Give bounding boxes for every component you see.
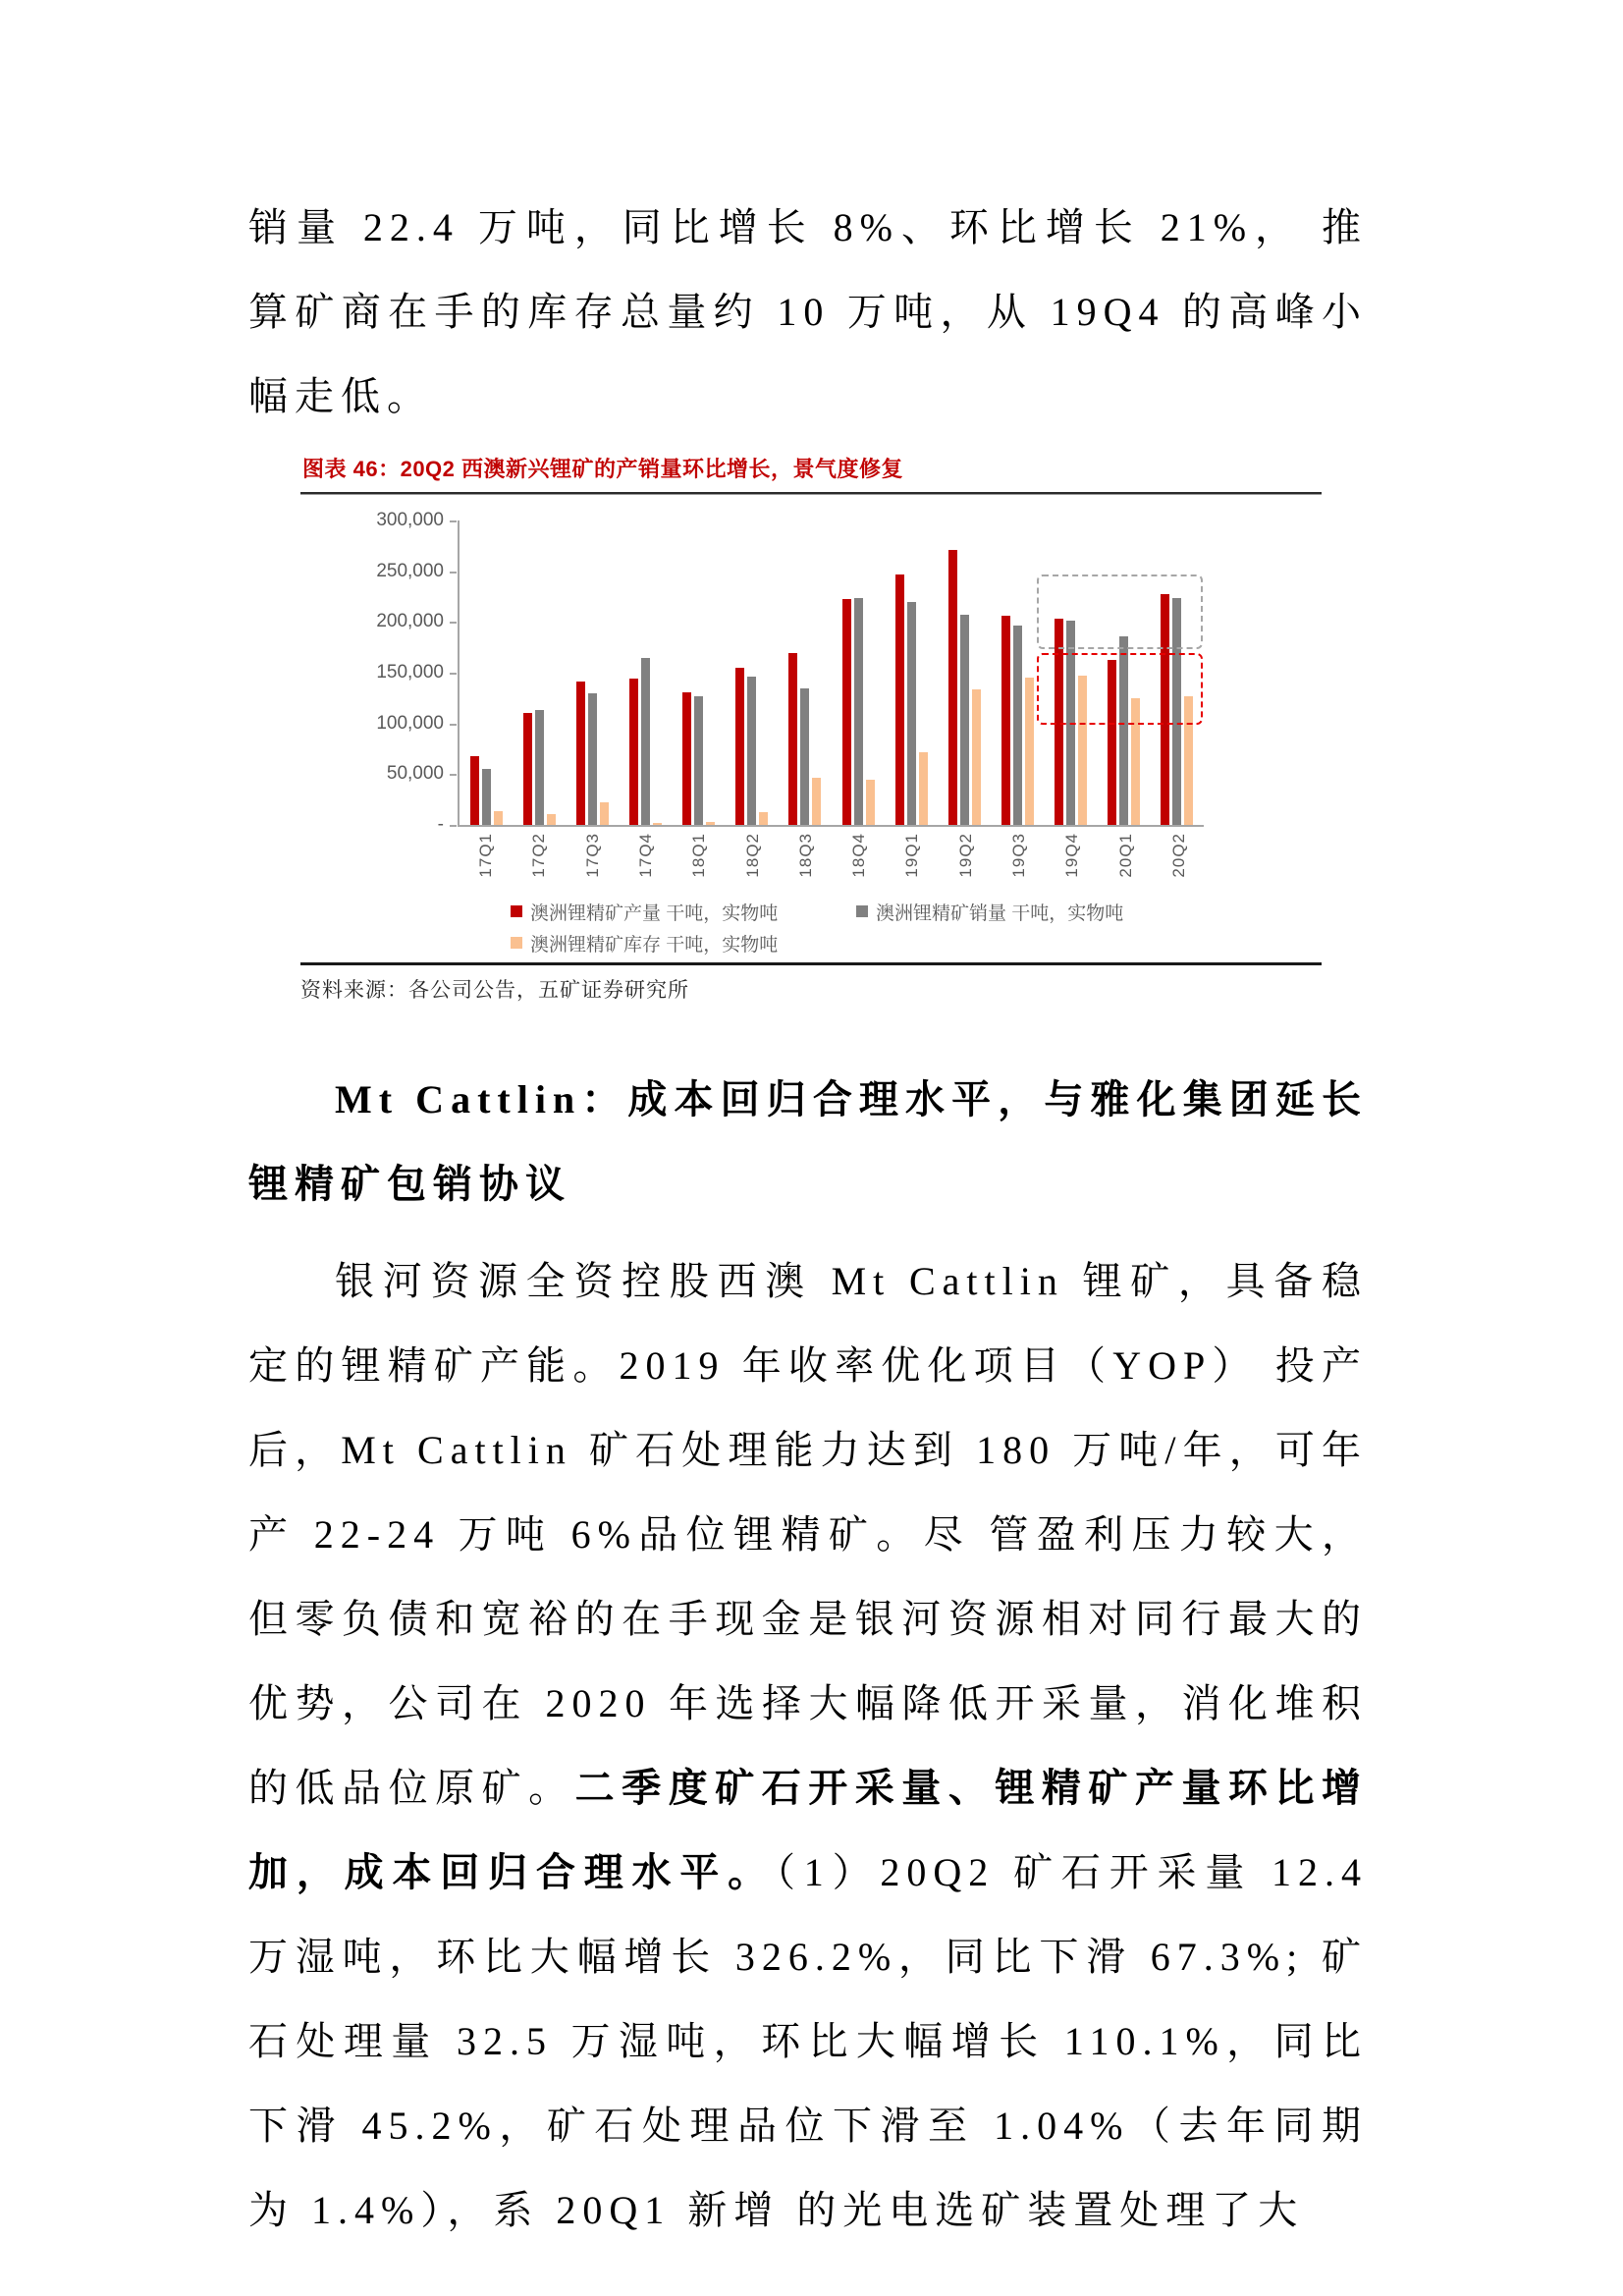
y-axis-tick-label: 100,000 bbox=[376, 712, 444, 734]
bar bbox=[972, 689, 981, 825]
legend-item bbox=[511, 898, 856, 925]
x-axis-label-text: 19Q2 bbox=[955, 833, 975, 878]
paragraph-body bbox=[248, 1239, 1368, 2253]
x-axis-label-text: 20Q2 bbox=[1168, 833, 1188, 878]
paragraph-intro-text: 销量 22.4 万吨，同比增长 8%、环比增长 21%， 推算矿商在手的库存总量约 10 万吨，从 19Q4 的高峰小幅走低。 bbox=[248, 205, 1368, 418]
x-axis-label-text: 17Q1 bbox=[476, 833, 496, 878]
section-heading: Mt Cattlin：成本回归合理水平，与雅化集团延长锂精矿包销协议 bbox=[248, 1077, 1368, 1206]
chart-figure bbox=[300, 445, 1322, 1004]
highlight-box bbox=[1037, 653, 1203, 724]
text-column bbox=[248, 186, 1368, 2253]
legend-label: 澳洲锂精矿销量 干吨，实物吨 bbox=[876, 902, 1124, 924]
bar bbox=[812, 778, 821, 825]
x-axis-label-17Q4 bbox=[620, 833, 673, 892]
paragraph-intro bbox=[248, 186, 1368, 439]
y-axis-tick-label: - bbox=[437, 814, 444, 835]
bar bbox=[735, 668, 744, 825]
bar bbox=[641, 658, 650, 826]
bar bbox=[948, 550, 957, 825]
paragraph-body-normal-1: 银河资源全资控股西澳 Mt Cattlin 锂矿，具备稳定的锂精矿产能。2019 年收率优化项目（YOP） 投产后，Mt Cattlin 矿石处理能力达到 180 万吨/年，可年产 22-24 万吨 6%品位锂精矿。尽 管盈利压力较大，但零负债和宽裕的在手现金是银河资源相对同行最大的优势，公司在 2020 年选择大幅降低开采量，消化堆积的低品位原矿。 bbox=[248, 1259, 1368, 1810]
bar bbox=[788, 653, 797, 825]
x-axis-label-19Q1 bbox=[886, 833, 939, 892]
legend-item bbox=[511, 929, 856, 957]
x-axis-label-text: 17Q2 bbox=[529, 833, 549, 878]
bar-group-17Q2 bbox=[513, 520, 566, 825]
bar bbox=[960, 615, 969, 825]
bar bbox=[535, 710, 544, 825]
x-axis-label-text: 17Q3 bbox=[582, 833, 602, 878]
x-axis-label-text: 19Q4 bbox=[1062, 833, 1082, 878]
y-axis-tick-label: 150,000 bbox=[376, 662, 444, 683]
legend-item bbox=[856, 898, 1202, 925]
bar bbox=[470, 756, 479, 825]
x-axis-label-19Q3 bbox=[993, 833, 1046, 892]
x-axis-label-17Q2 bbox=[513, 833, 566, 892]
x-axis-label-18Q1 bbox=[673, 833, 726, 892]
x-axis-label-20Q1 bbox=[1099, 833, 1152, 892]
x-axis-label-text: 18Q3 bbox=[795, 833, 815, 878]
bar bbox=[547, 814, 556, 825]
bar bbox=[494, 811, 503, 825]
paragraph-body-normal-2: （1）20Q2 矿石开采量 12.4 万湿吨，环比大幅增长 326.2%，同比下滑 67.3%; 矿石处理量 32.5 万湿吨，环比大幅增长 110.1%，同比下滑 45.2%，矿石处理品位下滑至 1.04%（去年同期为 1.4%），系 20Q1 新增 的光电选矿装置处理了大 bbox=[248, 1850, 1369, 2232]
bar bbox=[866, 780, 875, 826]
chart-source: 资料来源：各公司公告，五矿证券研究所 bbox=[300, 979, 689, 1002]
x-axis bbox=[460, 827, 1206, 892]
bar bbox=[842, 599, 851, 825]
bar-group-17Q4 bbox=[619, 520, 672, 825]
y-axis-tick-label: 50,000 bbox=[386, 763, 444, 785]
bar bbox=[895, 574, 904, 825]
bar bbox=[854, 598, 863, 825]
bar bbox=[759, 812, 768, 825]
bar-group-17Q3 bbox=[566, 520, 619, 825]
bar-group-18Q3 bbox=[779, 520, 832, 825]
chart bbox=[300, 510, 1204, 835]
bar bbox=[682, 692, 691, 825]
bar bbox=[576, 682, 585, 825]
y-axis-tick-label: 200,000 bbox=[376, 611, 444, 632]
bar bbox=[1001, 616, 1010, 825]
bar-group-18Q1 bbox=[673, 520, 726, 825]
bar bbox=[1013, 626, 1022, 825]
bar-group-18Q2 bbox=[726, 520, 779, 825]
bar bbox=[694, 696, 703, 825]
plot-area bbox=[458, 520, 1204, 827]
highlight-box bbox=[1037, 574, 1203, 649]
x-axis-label-text: 18Q4 bbox=[849, 833, 869, 878]
y-axis-tick-label: 250,000 bbox=[376, 560, 444, 581]
bar bbox=[800, 688, 809, 826]
legend-marker bbox=[511, 905, 522, 917]
bar bbox=[747, 677, 756, 825]
x-axis-label-text: 19Q3 bbox=[1008, 833, 1028, 878]
x-axis-label-19Q2 bbox=[940, 833, 993, 892]
bar bbox=[919, 752, 928, 825]
bar-group-19Q1 bbox=[885, 520, 938, 825]
bar bbox=[588, 693, 597, 825]
x-axis-label-text: 20Q1 bbox=[1115, 833, 1135, 878]
bar bbox=[907, 602, 916, 825]
legend-label: 澳洲锂精矿产量 干吨，实物吨 bbox=[530, 902, 779, 924]
bar-group-18Q4 bbox=[832, 520, 885, 825]
bar bbox=[1025, 678, 1034, 825]
bar bbox=[706, 822, 715, 825]
x-axis-label-18Q3 bbox=[780, 833, 833, 892]
y-axis bbox=[300, 510, 458, 835]
x-axis-label-19Q4 bbox=[1046, 833, 1099, 892]
x-axis-label-text: 19Q1 bbox=[902, 833, 922, 878]
chart-title: 图表 46：20Q2 西澳新兴锂矿的产销量环比增长，景气度修复 bbox=[302, 457, 904, 481]
bar bbox=[629, 679, 638, 825]
legend-label: 澳洲锂精矿库存 干吨，实物吨 bbox=[530, 934, 779, 956]
x-axis-label-text: 18Q1 bbox=[689, 833, 709, 878]
paragraph-body-bold: 二季度矿石开采量、锂精矿产量环比增加，成本回归合理水平。 bbox=[248, 1766, 1369, 1894]
x-axis-label-text: 17Q4 bbox=[635, 833, 655, 878]
x-axis-label-20Q2 bbox=[1153, 833, 1206, 892]
bar-group-19Q2 bbox=[938, 520, 991, 825]
chart-legend bbox=[511, 898, 1276, 957]
source-rule bbox=[300, 962, 1322, 965]
x-axis-label-17Q1 bbox=[460, 833, 513, 892]
y-axis-tick-label: 300,000 bbox=[376, 510, 444, 530]
title-rule bbox=[300, 492, 1322, 495]
bar-group-17Q1 bbox=[460, 520, 513, 825]
bar bbox=[653, 823, 662, 825]
x-axis-label-18Q2 bbox=[726, 833, 779, 892]
bar bbox=[523, 713, 532, 825]
legend-marker bbox=[856, 905, 868, 917]
legend-marker bbox=[511, 937, 522, 949]
bar bbox=[482, 769, 491, 825]
bar bbox=[600, 802, 609, 825]
x-axis-label-17Q3 bbox=[567, 833, 620, 892]
x-axis-label-text: 18Q2 bbox=[742, 833, 762, 878]
x-axis-label-18Q4 bbox=[833, 833, 886, 892]
